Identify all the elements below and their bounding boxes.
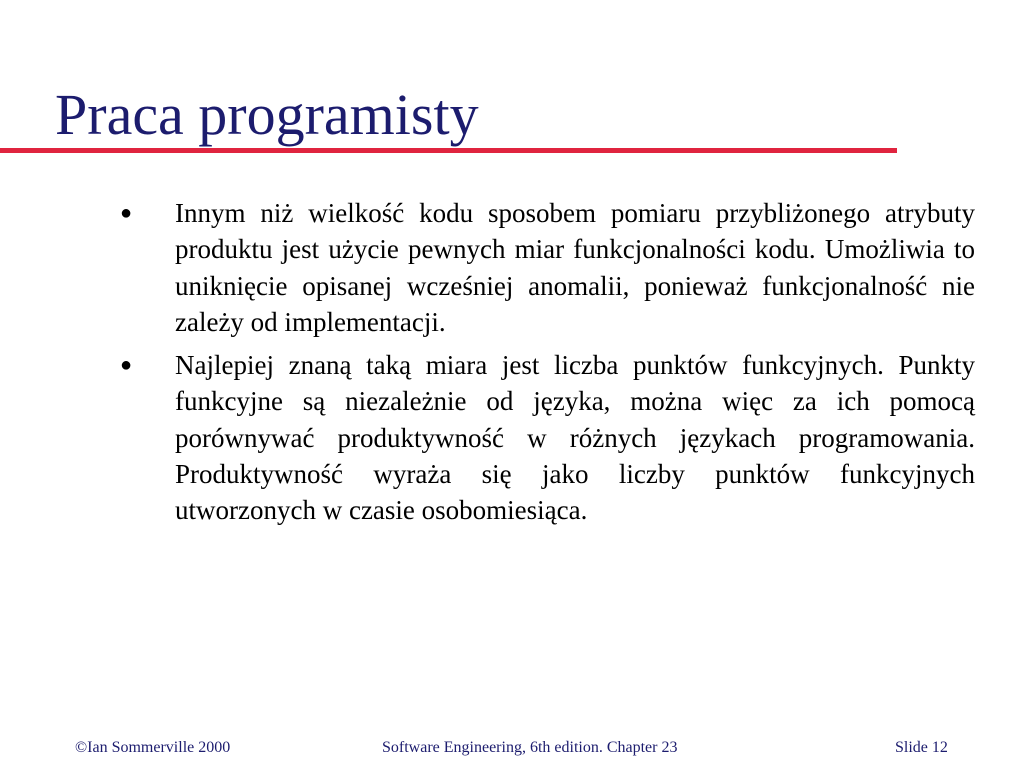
- bullet-icon: ●: [120, 354, 133, 377]
- bullet-item-function-metrics: [120, 195, 975, 340]
- footer-book-title: Software Engineering, 6th edition. Chapter 23: [382, 739, 678, 756]
- footer-copyright: ©Ian Sommerville 2000: [75, 739, 231, 756]
- bullet-item-function-points: [120, 347, 975, 528]
- footer-slide-number: Slide 12: [895, 739, 948, 756]
- bullet-text: Innym niż wielkość kodu sposobem pomiaru przybliżonego atrybuty produktu jest użycie pewnych miar funkcjonalności kodu. Umożliwia to uniknięcie opisanej wcześniej anomalii, ponieważ funkcjonalność nie zależy od implementacji.: [175, 198, 975, 337]
- bullet-list: [120, 195, 975, 536]
- title-underline-rule: [0, 148, 897, 153]
- slide-title: Praca programisty: [55, 82, 479, 147]
- bullet-icon: ●: [120, 202, 133, 224]
- bullet-text: Najlepiej znaną taką miara jest liczba punktów funkcyjnych. Punkty funkcyjne są niezależnie od języka, można więc za ich pomocą porównywać produktywność w różnych językach programowania. Produktywność wyraża się jako liczby punktów funkcyjnych utworzonych w czasie osobomiesiąca.: [175, 350, 975, 526]
